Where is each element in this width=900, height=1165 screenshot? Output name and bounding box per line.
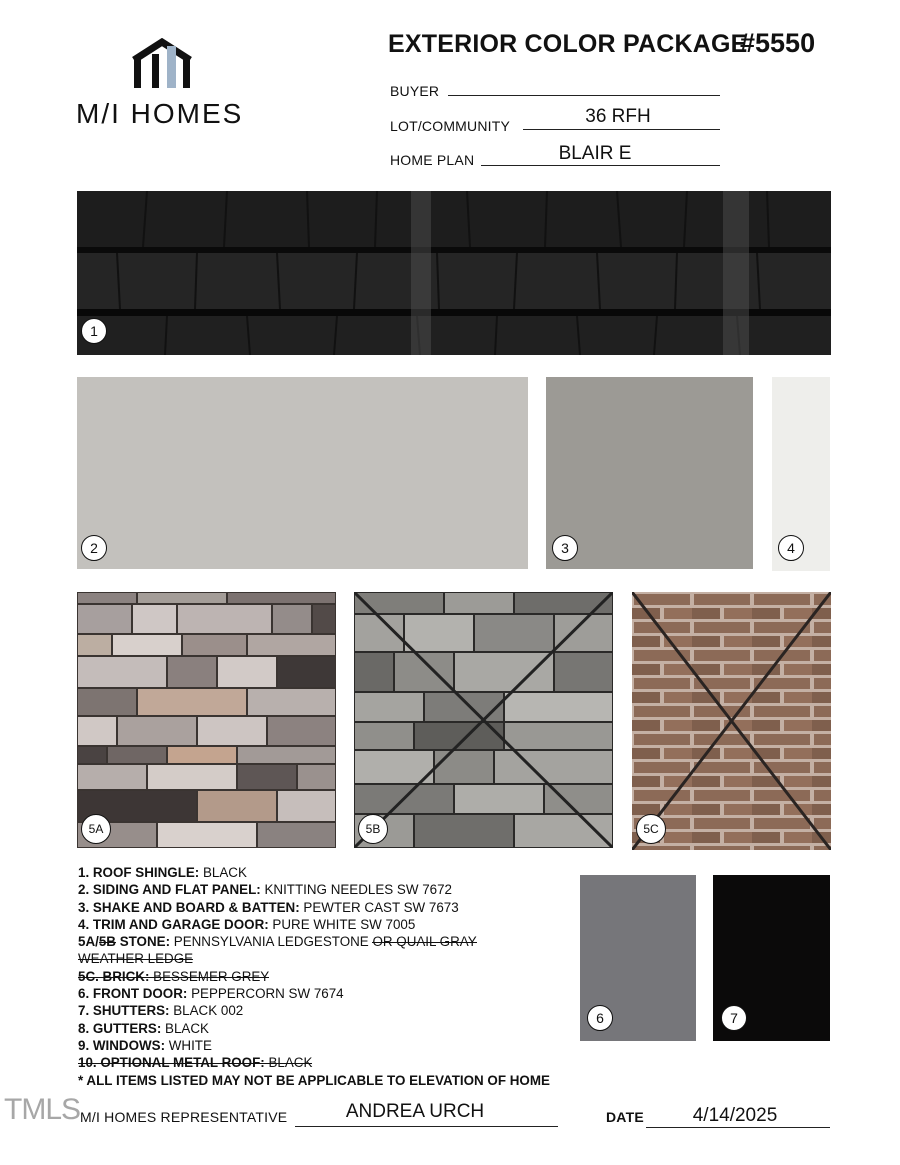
roof-shingle-swatch xyxy=(77,191,831,355)
swatch-number-1: 1 xyxy=(81,318,107,344)
applicability-note: * ALL ITEMS LISTED MAY NOT BE APPLICABLE TO ELEVATION OF HOME xyxy=(78,1072,550,1088)
brick-5c-swatch xyxy=(632,592,831,850)
lot-community-line xyxy=(523,129,720,130)
spec-shake: 3. SHAKE AND BOARD & BATTEN: PEWTER CAST SW 7673 xyxy=(78,899,459,915)
front-door-swatch xyxy=(580,875,696,1041)
swatch-number-3: 3 xyxy=(552,535,578,561)
stone-5b-swatch xyxy=(354,592,613,848)
representative-label: M/I HOMES REPRESENTATIVE xyxy=(80,1109,288,1125)
ledgestone-texture xyxy=(77,592,336,848)
representative-line xyxy=(295,1126,558,1127)
spec-shutters: 7. SHUTTERS: BLACK 002 xyxy=(78,1003,244,1019)
swatch-number-5c: 5C xyxy=(636,814,666,844)
date-line xyxy=(646,1127,830,1128)
spec-roof-shingle: 1. ROOF SHINGLE: BLACK xyxy=(78,865,247,880)
home-plan-line xyxy=(481,165,720,166)
logo-wordmark: M/I HOMES xyxy=(76,98,244,129)
siding-swatch xyxy=(77,377,528,569)
buyer-label: BUYER xyxy=(390,83,440,99)
home-plan-label: HOME PLAN xyxy=(390,152,475,168)
spec-siding: 2. SIDING AND FLAT PANEL: KNITTING NEEDLES SW 7672 xyxy=(78,882,453,898)
spec-list xyxy=(78,864,550,1089)
spec-trim: 4. TRIM AND GARAGE DOOR: PURE WHITE SW 7005 xyxy=(78,916,416,932)
stone-5a-swatch xyxy=(77,592,336,848)
spec-front-door: 6. FRONT DOOR: PEPPERCORN SW 7674 xyxy=(78,986,344,1002)
swatch-number-5b: 5B xyxy=(358,814,388,844)
swatch-number-7: 7 xyxy=(721,1005,747,1031)
swatch-number-4: 4 xyxy=(778,535,804,561)
spec-gutters: 8. GUTTERS: BLACK xyxy=(78,1020,209,1036)
brick-texture xyxy=(632,592,831,850)
spec-brick: 5C. BRICK: BESSEMER GREY xyxy=(78,968,270,984)
shake-swatch xyxy=(546,377,753,569)
date-field[interactable]: 4/14/2025 xyxy=(692,1105,778,1126)
tmls-watermark: TMLS xyxy=(4,1093,81,1126)
swatch-number-5a: 5A xyxy=(81,814,111,844)
spec-metal-roof: 10. OPTIONAL METAL ROOF: BLACK xyxy=(78,1055,313,1071)
spec-stone: 5A/5B STONE: PENNSYLVANIA LEDGESTONE OR QUAIL GRAY xyxy=(78,934,477,950)
lot-community-label: LOT/COMMUNITY xyxy=(390,118,511,134)
roof-shingle-texture xyxy=(77,191,831,355)
package-number: #5550 xyxy=(740,28,816,58)
mi-homes-logo-icon xyxy=(130,38,194,90)
trim-swatch xyxy=(772,377,830,571)
home-plan-field[interactable]: BLAIR E xyxy=(558,143,632,164)
swatch-number-6: 6 xyxy=(587,1005,613,1031)
representative-field[interactable]: ANDREA URCH xyxy=(345,1101,485,1122)
page-title: EXTERIOR COLOR PACKAGE xyxy=(388,30,748,58)
swatch-number-2: 2 xyxy=(81,535,107,561)
quail-gray-stone-texture xyxy=(354,592,613,848)
date-label: DATE xyxy=(606,1109,644,1125)
spec-stone-line2: WEATHER LEDGE xyxy=(78,951,194,967)
lot-community-field[interactable]: 36 RFH xyxy=(585,106,651,127)
buyer-line xyxy=(448,95,720,96)
spec-windows: 9. WINDOWS: WHITE xyxy=(78,1037,212,1053)
shutters-swatch xyxy=(713,875,830,1041)
